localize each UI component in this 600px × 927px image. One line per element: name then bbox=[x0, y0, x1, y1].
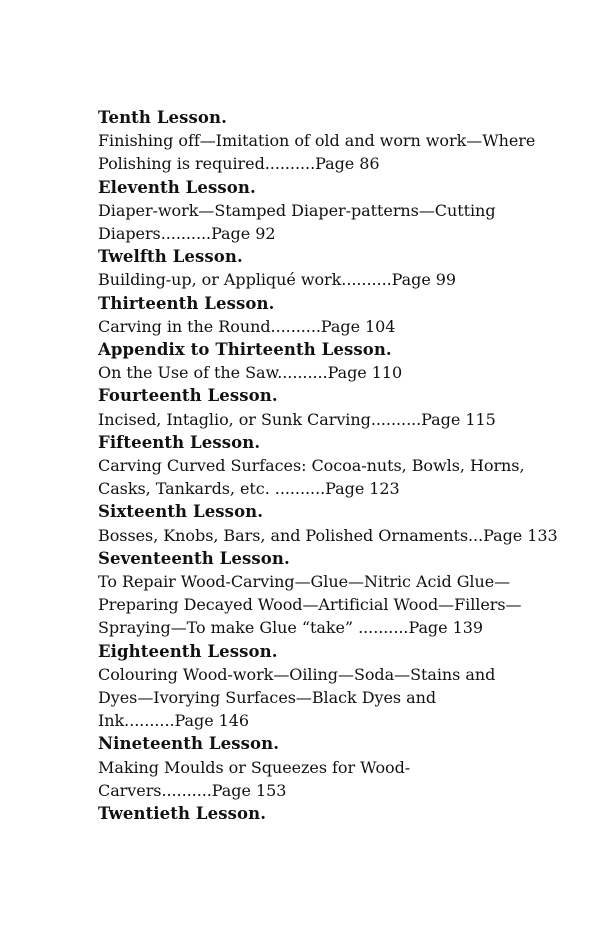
toc-entry bbox=[98, 500, 568, 546]
lesson-description-line: On the Use of the Saw..........Page 110 bbox=[98, 363, 403, 383]
lesson-description-line: Preparing Decayed Wood—Artificial Wood—Fillers— bbox=[98, 595, 522, 615]
lesson-title: Twentieth Lesson. bbox=[98, 804, 267, 824]
lesson-description-line: Ink..........Page 146 bbox=[98, 711, 250, 731]
lesson-title: Seventeenth Lesson. bbox=[98, 548, 290, 568]
toc-entry bbox=[98, 547, 568, 640]
lesson-description-line: Spraying—To make Glue “take” ..........Page 139 bbox=[98, 618, 483, 638]
toc-entry bbox=[98, 431, 568, 501]
lesson-description-line: Diapers..........Page 92 bbox=[98, 224, 276, 244]
toc-entry bbox=[98, 732, 568, 802]
lesson-description-line: Building-up, or Appliqué work..........Page 99 bbox=[98, 270, 457, 290]
lesson-description-line: Incised, Intaglio, or Sunk Carving..........Page 115 bbox=[98, 409, 496, 429]
lesson-title: Eleventh Lesson. bbox=[98, 177, 256, 197]
lesson-title: Sixteenth Lesson. bbox=[98, 502, 264, 522]
lesson-description-line: Diaper-work—Stamped Diaper-patterns—Cutting bbox=[98, 200, 496, 220]
lesson-title: Nineteenth Lesson. bbox=[98, 734, 280, 754]
table-of-contents bbox=[98, 106, 568, 825]
toc-entry bbox=[98, 640, 568, 733]
lesson-description-line: Carving Curved Surfaces: Cocoa-nuts, Bowls, Horns, bbox=[98, 456, 525, 476]
lesson-description-line: Bosses, Knobs, Bars, and Polished Ornaments...Page 133 bbox=[98, 525, 558, 545]
lesson-title: Twelfth Lesson. bbox=[98, 247, 243, 267]
lesson-title: Appendix to Thirteenth Lesson. bbox=[98, 340, 392, 360]
toc-entry bbox=[98, 802, 568, 825]
lesson-description-line: Carving in the Round..........Page 104 bbox=[98, 316, 396, 336]
lesson-description-line: Dyes—Ivorying Surfaces—Black Dyes and bbox=[98, 688, 437, 708]
lesson-description-line: Finishing off—Imitation of old and worn work—Where bbox=[98, 131, 536, 151]
toc-entry bbox=[98, 245, 568, 291]
lesson-title: Thirteenth Lesson. bbox=[98, 293, 275, 313]
lesson-title: Tenth Lesson. bbox=[98, 108, 227, 127]
lesson-description-line: To Repair Wood-Carving—Glue—Nitric Acid Glue— bbox=[98, 572, 511, 592]
lesson-description-line: Carvers..........Page 153 bbox=[98, 780, 287, 800]
toc-entry bbox=[98, 176, 568, 246]
lesson-description-line: Polishing is required..........Page 86 bbox=[98, 154, 380, 174]
lesson-title: Fifteenth Lesson. bbox=[98, 432, 261, 452]
toc-entry bbox=[98, 384, 568, 430]
lesson-description-line: Making Moulds or Squeezes for Wood- bbox=[98, 757, 411, 777]
toc-entry bbox=[98, 106, 568, 176]
lesson-description-line: Casks, Tankards, etc. ..........Page 123 bbox=[98, 479, 400, 499]
lesson-title: Eighteenth Lesson. bbox=[98, 641, 278, 661]
toc-entry bbox=[98, 292, 568, 338]
toc-entry bbox=[98, 338, 568, 384]
lesson-description-line: Colouring Wood-work—Oiling—Soda—Stains and bbox=[98, 664, 496, 684]
lesson-title: Fourteenth Lesson. bbox=[98, 386, 278, 406]
